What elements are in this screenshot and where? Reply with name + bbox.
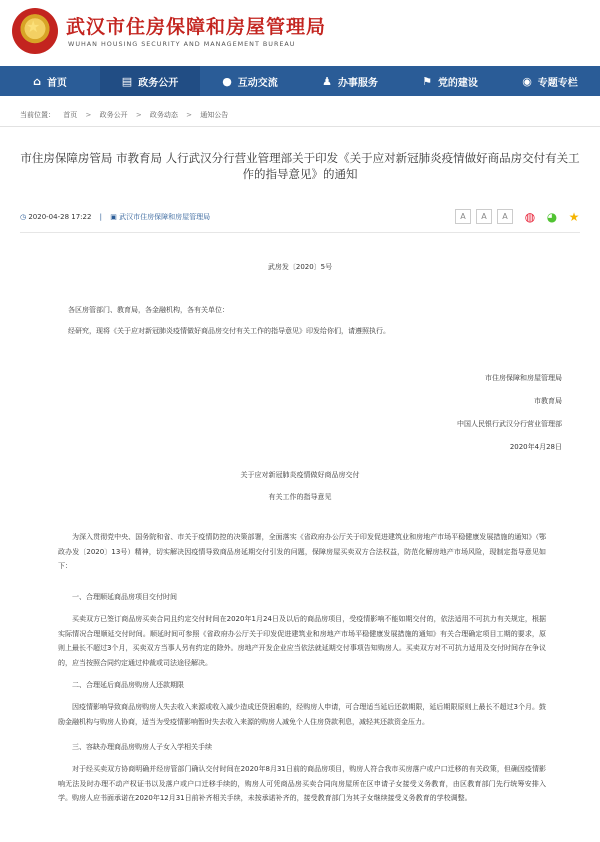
font-large-button[interactable]: A <box>455 209 471 224</box>
nav-item-government-affairs[interactable] <box>100 66 200 96</box>
divider: | <box>99 213 103 221</box>
font-medium-button[interactable]: A <box>476 209 492 224</box>
breadcrumb-item-gov-affairs[interactable]: 政务公开 <box>99 111 128 119</box>
publish-date: 2020-04-28 17:22 <box>28 213 92 221</box>
source-icon: ▣ <box>110 213 117 221</box>
home-icon: ⌂ <box>33 74 41 88</box>
guideline-title: 有关工作的指导意见 <box>268 493 332 501</box>
font-small-button[interactable]: A <box>497 209 513 224</box>
site-title[interactable]: 武汉市住房保障和房屋管理局 <box>66 16 327 38</box>
nav-item-label: 党的建设 <box>437 77 478 89</box>
site-subtitle: WUHAN HOUSING SECURITY AND MANAGEMENT BUREAU <box>68 40 296 48</box>
breadcrumb-prefix: 当前位置： <box>20 111 55 119</box>
signer: 市教育局 <box>534 397 562 405</box>
breadcrumb-separator: > <box>186 111 193 119</box>
body-paragraph: 对于经买卖双方协商明确并经房管部门确认交付时间在2020年8月31日前的商品房项目，购房人符合我市买房落户或户口迁移的有关政策，但确因疫情影响无法及时办理不动产权证书以及落户或户口迁移手续的，购房人可凭商品房买卖合同向房屋所在区申请子女接受义务教育，由区教育部门先行统筹安排入学。购房人应书面承诺在2020年12月31日前补齐相关手续，未按承诺补齐的，接受教育部门为其子女继续接受义务教育的学校调整。 <box>58 765 546 802</box>
article-source: 武汉市住房保障和房屋管理局 <box>119 213 211 221</box>
font-size-controls <box>455 209 518 224</box>
chat-icon: ● <box>222 74 232 88</box>
wechat-icon[interactable]: ◕ <box>546 209 558 224</box>
nav-item-label: 政务公开 <box>138 77 179 89</box>
national-emblem-logo <box>12 8 58 54</box>
breadcrumb-separator: > <box>135 111 142 119</box>
nav-item-label: 办事服务 <box>337 77 378 89</box>
article-title <box>20 150 580 182</box>
sign-date: 2020年4月28日 <box>509 443 562 451</box>
weibo-icon[interactable]: ◍ <box>524 209 536 224</box>
section-heading: 二、合理延后商品房购房人还款期限 <box>72 681 184 689</box>
flag-icon: ⚑ <box>422 74 432 88</box>
breadcrumb-item-news[interactable]: 政务动态 <box>149 111 178 119</box>
intro-paragraph: 经研究，现将《关于应对新冠肺炎疫情做好商品房交付有关工作的指导意见》印发给你们，请遵照执行。 <box>68 327 390 335</box>
nav-item-services[interactable] <box>300 66 400 96</box>
divider <box>20 232 580 233</box>
main-nav <box>0 66 600 96</box>
share-bar <box>522 209 588 224</box>
article-title-line: 市住房保障房管局 市教育局 人行武汉分行营业管理部关于印发《关于应对新冠肺炎疫情做好商品房交付有关工 <box>20 151 580 165</box>
salutation: 各区房管部门、教育局，各金融机构，各有关单位： <box>68 306 229 314</box>
doc-number: 武房发〔2020〕5号 <box>267 263 333 271</box>
nav-item-party-building[interactable] <box>400 66 500 96</box>
body-paragraph: 为深入贯彻党中央、国务院和省、市关于疫情防控的决策部署，全面落实《省政府办公厅关于印发促进建筑业和房地产市场平稳健康发展措施的通知》（鄂政办发〔2020〕13号）精神，切实解决因疫情导致商品房延期交付引发的问题，保障房屋买卖双方合法权益，防范化解房地产市场风险，现制定指导意见如下： <box>58 533 546 570</box>
document-icon: ▤ <box>121 74 133 88</box>
nav-item-home[interactable] <box>0 66 100 96</box>
nav-item-special-topics[interactable] <box>500 66 600 96</box>
nav-item-label: 互动交流 <box>237 77 278 89</box>
article-title-line: 作的指导意见》的通知 <box>242 167 358 181</box>
section-heading: 三、容缺办理商品房购房人子女入学相关手续 <box>72 743 212 751</box>
topic-icon: ◉ <box>522 74 532 88</box>
user-service-icon: ♟ <box>322 74 332 88</box>
clock-icon: ◷ <box>20 213 27 221</box>
nav-item-interaction[interactable] <box>200 66 300 96</box>
site-header <box>0 0 600 64</box>
divider <box>0 126 600 127</box>
favorite-star-icon[interactable]: ★ <box>568 209 580 224</box>
body-paragraph: 因疫情影响导致商品房购房人失去收入来源或收入减少造成还贷困难的，经购房人申请，可合理适当延后还款期限，延后期限原则上最长不超过3个月。鼓励金融机构与购房人协商，适当为受疫情影响暂时失去收入来源的购房人减免个人住房贷款利息，减轻其还款资金压力。 <box>58 703 546 726</box>
nav-item-label: 专题专栏 <box>537 77 578 89</box>
guideline-title: 关于应对新冠肺炎疫情做好商品房交付 <box>240 471 360 479</box>
breadcrumb-item-notices[interactable]: 通知公告 <box>200 111 229 119</box>
breadcrumb-item-home[interactable]: 首页 <box>63 111 78 119</box>
signer: 中国人民银行武汉分行营业管理部 <box>457 420 562 428</box>
article-meta <box>20 212 210 222</box>
breadcrumb <box>20 110 234 120</box>
nav-item-label: 首页 <box>46 77 67 89</box>
signer: 市住房保障和房屋管理局 <box>485 374 562 382</box>
breadcrumb-separator: > <box>85 111 92 119</box>
section-heading: 一、合理顺延商品房项目交付时间 <box>72 593 177 601</box>
body-paragraph: 买卖双方已签订商品房买卖合同且约定交付时间在2020年1月24日及以后的商品房项目，受疫情影响不能如期交付的，依法适用不可抗力有关规定，根据实际情况合理顺延交付时间。顺延时间可参照《省政府办公厅关于印发促进建筑业和房地产市场平稳健康发展措施的通知》有关合理确定项目工期的要求，原则上最长不超过3个月，买卖双方当事人另有约定的除外。房地产开发企业应当依法就延期交付事项告知购房人。买卖双方对不可抗力适用及交付时间存在争议的，应当按照合同约定通过仲裁或司法途径解决。 <box>58 615 546 667</box>
